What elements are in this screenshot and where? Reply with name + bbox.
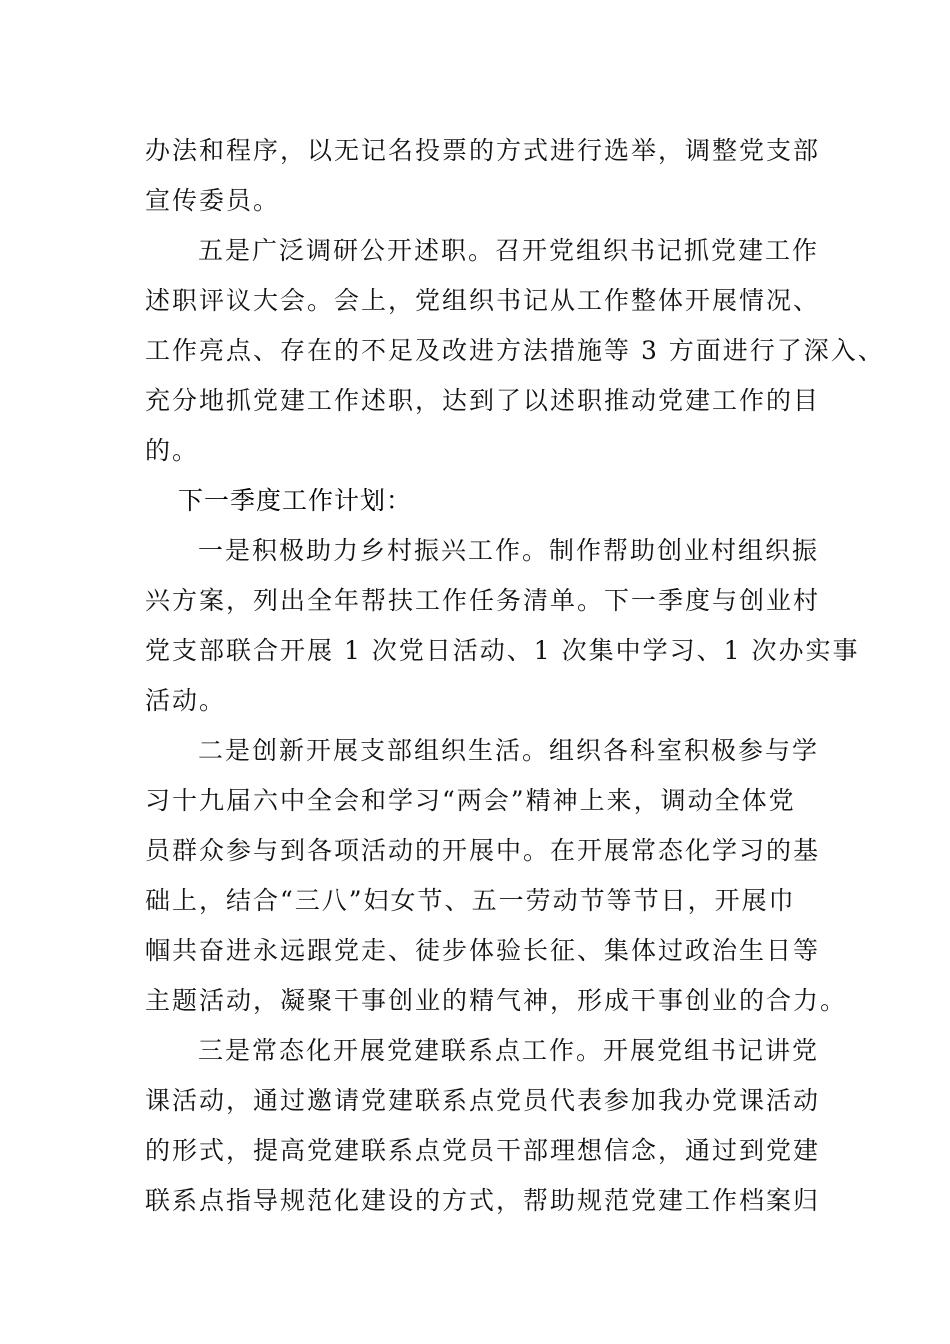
paragraph-line: 办法和程序，以无记名投票的方式进行选举，调整党支部: [145, 136, 821, 165]
paragraph-line: 宣传委员。: [145, 186, 281, 215]
paragraph-line: 员群众参与到各项活动的开展中。在开展常态化学习的基: [145, 836, 821, 865]
paragraph-first-line: 一是积极助力乡村振兴工作。制作帮助创业村组织振: [198, 536, 820, 565]
paragraph-line: 述职评议大会。会上，党组织书记从工作整体开展情况、: [145, 286, 821, 315]
paragraph-line: 主题活动，凝聚干事创业的精气神，形成干事创业的合力。: [145, 986, 848, 1015]
paragraph-first-line: 二是创新开展支部组织生活。组织各科室积极参与学: [198, 736, 820, 765]
paragraph-line: 活动。: [145, 686, 227, 715]
paragraph-line: 兴方案，列出全年帮扶工作任务清单。下一季度与创业村: [145, 586, 821, 615]
paragraph-line: 础上，结合“三八”妇女节、五一劳动节等节日，开展巾: [145, 886, 796, 915]
paragraph-line: 帼共奋进永远跟党走、徒步体验长征、集体过政治生日等: [145, 936, 821, 965]
paragraph-first-line: 五是广泛调研公开述职。召开党组织书记抓党建工作: [198, 236, 820, 265]
paragraph-line: 充分地抓党建工作述职，达到了以述职推动党建工作的目: [145, 386, 821, 415]
paragraph-line: 的形式，提高党建联系点党员干部理想信念，通过到党建: [145, 1136, 821, 1165]
section-heading: 下一季度工作计划：: [178, 486, 413, 515]
paragraph-line: 课活动，通过邀请党建联系点党员代表参加我办党课活动: [145, 1086, 821, 1115]
paragraph-line: 的。: [145, 436, 200, 465]
paragraph-line: 工作亮点、存在的不足及改进方法措施等 3 方面进行了深入、: [145, 336, 885, 365]
paragraph-line: 党支部联合开展 1 次党日活动、1 次集中学习、1 次办实事: [145, 636, 860, 665]
paragraph-first-line: 三是常态化开展党建联系点工作。开展党组书记讲党: [198, 1036, 820, 1065]
paragraph-line: 习十九届六中全会和学习“两会”精神上来，调动全体党: [145, 786, 796, 815]
paragraph-line: 联系点指导规范化建设的方式，帮助规范党建工作档案归: [145, 1186, 821, 1215]
